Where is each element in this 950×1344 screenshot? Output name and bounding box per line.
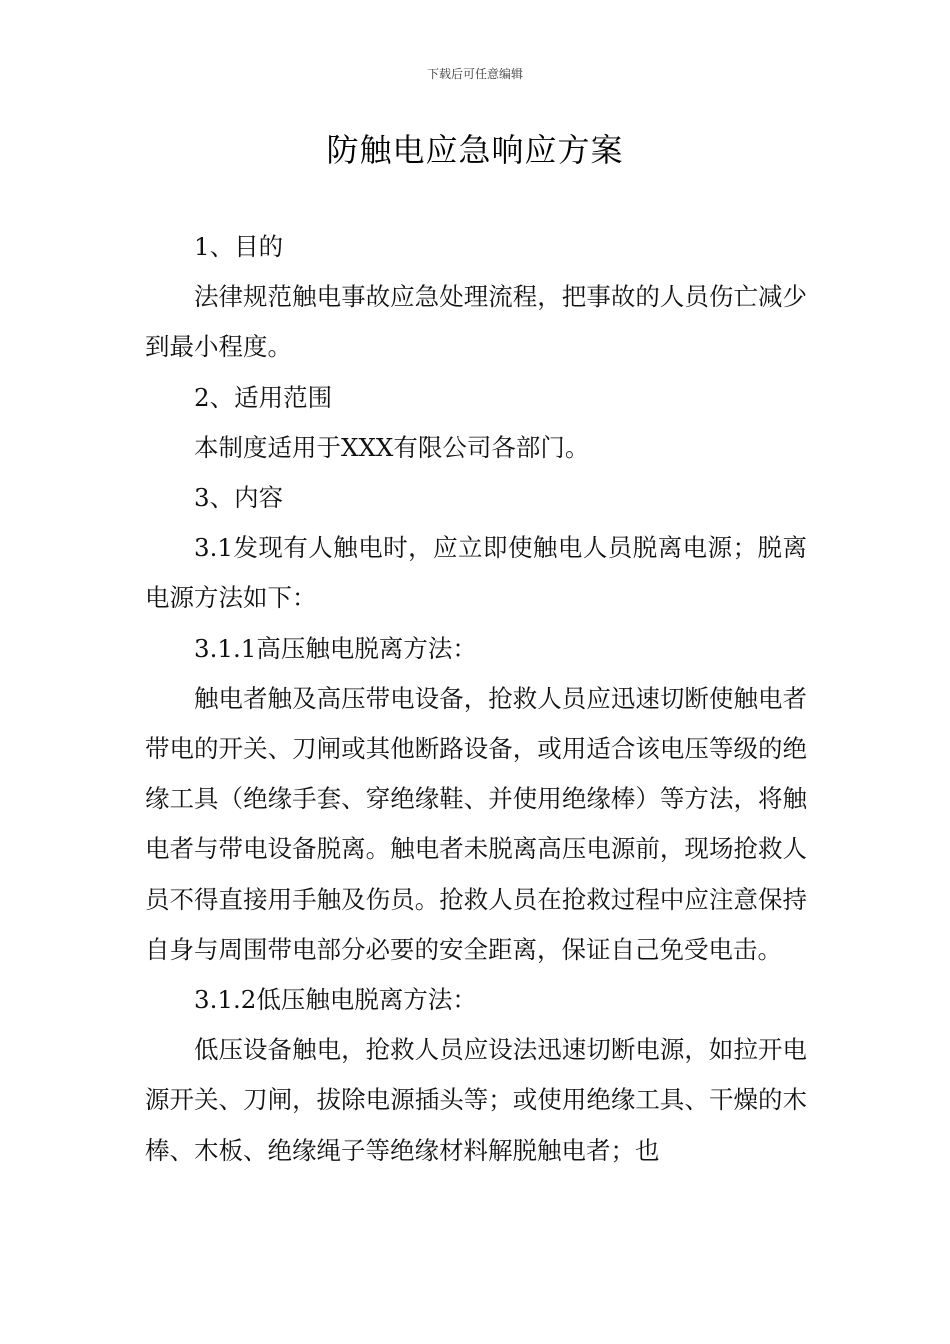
paragraph-purpose: 法律规范触电事故应急处理流程，把事故的人员伤亡减少到最小程度。: [145, 282, 807, 362]
header-note: 下载后可任意编辑: [426, 67, 523, 81]
section-heading-content: 3、内容: [194, 483, 284, 513]
paragraph-3-1: 3.1发现有人触电时，应立即使触电人员脱离电源；脱离电源方法如下：: [145, 533, 807, 613]
paragraph-high-voltage: 触电者触及高压带电设备，抢救人员应迅速切断使触电者带电的开关、刀闸或其他断路设备，或用适合该电压等级的绝缘工具（绝缘手套、穿绝缘鞋、并使用绝缘棒）等方法，将触电者与带电设备脱离。触电者未脱离高压电源前，现场抢救人员不得直接用手触及伤员。抢救人员在抢救过程中应注意保持自身与周围带电部分必要的安全距离，保证自己免受电击。: [145, 683, 807, 964]
paragraph-scope: 本制度适用于XXX有限公司各部门。: [194, 432, 590, 462]
document-title: 防触电应急响应方案: [326, 131, 624, 169]
paragraph-low-voltage: 低压设备触电，抢救人员应设法迅速切断电源，如拉开电源开关、刀闸，拔除电源插头等；或使用绝缘工具、干燥的木棒、木板、绝缘绳子等绝缘材料解脱触电者；也: [145, 1035, 807, 1165]
document-body: [145, 222, 807, 1176]
subheading-3-1-1: 3.1.1高压触电脱离方法：: [194, 633, 477, 663]
section-heading-purpose: 1、目的: [194, 232, 284, 261]
subheading-3-1-2: 3.1.2低压触电脱离方法：: [194, 985, 477, 1015]
section-heading-scope: 2、适用范围: [194, 382, 333, 412]
